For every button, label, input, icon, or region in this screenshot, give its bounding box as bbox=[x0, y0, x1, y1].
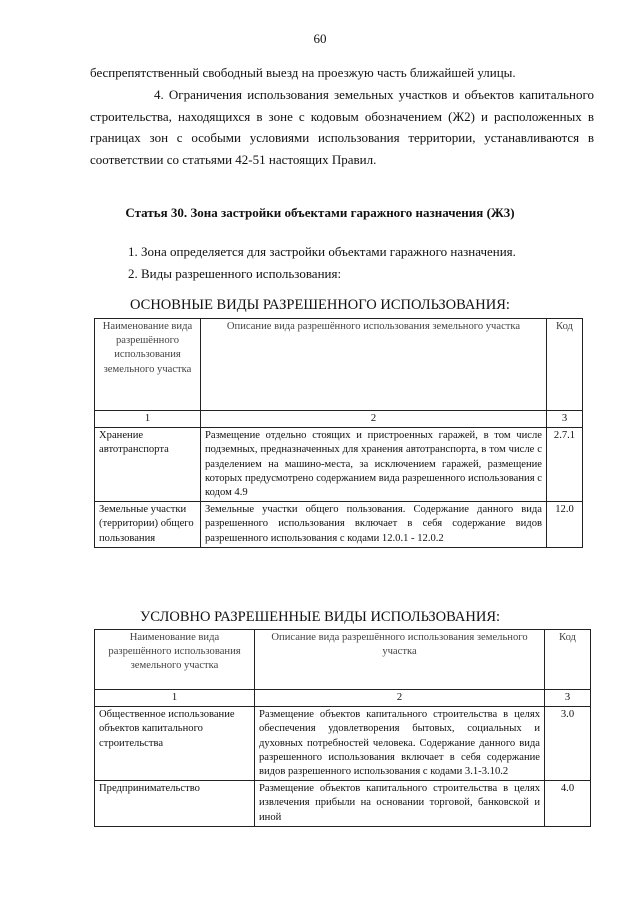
use-name: Земельные участки (территории) общего пользования bbox=[95, 502, 201, 548]
table-header-row bbox=[95, 630, 591, 690]
use-code: 3.0 bbox=[545, 707, 591, 781]
list-item: 2. Виды разрешенного использования: bbox=[128, 265, 342, 281]
table-header-row bbox=[95, 319, 583, 411]
column-number: 1 bbox=[95, 690, 255, 707]
header-name: Наименование вида разрешённого использования земельного участка bbox=[95, 319, 201, 411]
header-name: Наименование вида разрешённого использования земельного участка bbox=[95, 630, 255, 690]
list-item: 1. Зона определяется для застройки объектами гаражного назначения. bbox=[128, 244, 516, 259]
use-name: Предпринимательство bbox=[95, 781, 255, 827]
table-row bbox=[95, 781, 591, 827]
table-row bbox=[95, 428, 583, 502]
paragraph-2: 4. Ограничения использования земельных участков и объектов капитального строительства, находящихся в зоне с кодовым обозначением (Ж2) и расположенных в границах зон с особыми условиями использования территории, устанавливаются в соответствии со статьями 42-51 настоящих Правил. bbox=[90, 87, 594, 167]
column-number: 3 bbox=[547, 411, 583, 428]
column-number: 2 bbox=[255, 690, 545, 707]
use-name: Общественное использование объектов капитального строительства bbox=[95, 707, 255, 781]
conditional-uses-table bbox=[94, 629, 591, 827]
article-title: Статья 30. Зона застройки объектами гаражного назначения (Ж3) bbox=[125, 205, 515, 220]
table-number-row bbox=[95, 411, 583, 428]
use-code: 4.0 bbox=[545, 781, 591, 827]
use-code: 12.0 bbox=[547, 502, 583, 548]
header-description: Описание вида разрешённого использования земельного участка bbox=[201, 319, 547, 411]
use-code: 2.7.1 bbox=[547, 428, 583, 502]
header-description: Описание вида разрешённого использования земельного участка bbox=[255, 630, 545, 690]
page-number: 60 bbox=[313, 31, 327, 46]
table-row bbox=[95, 707, 591, 781]
column-number: 3 bbox=[545, 690, 591, 707]
main-uses-table bbox=[94, 318, 583, 548]
paragraph-1: беспрепятственный свободный выезд на проезжую часть ближайшей улицы. bbox=[90, 65, 516, 80]
header-code: Код bbox=[545, 630, 591, 690]
table-2-title: УСЛОВНО РАЗРЕШЕННЫЕ ВИДЫ ИСПОЛЬЗОВАНИЯ: bbox=[139, 609, 501, 625]
use-name: Хранение автотранспорта bbox=[95, 428, 201, 502]
use-description: Размещение объектов капитального строительства в целях извлечения прибыли на основании торговой, банковской и иной bbox=[255, 781, 545, 827]
use-description: Размещение объектов капитального строительства в целях обеспечения удовлетворения бытовых, социальных и духовных потребностей человека. Содержание данного вида разрешенного использования включает в себя содержание видов разрешенного использования с кодами 3.1-3.10.2 bbox=[255, 707, 545, 781]
table-row bbox=[95, 502, 583, 548]
use-description: Земельные участки общего пользования. Содержание данного вида разрешенного использования включает в себя содержание видов разрешенного использования с кодами 12.0.1 - 12.0.2 bbox=[201, 502, 547, 548]
header-code: Код bbox=[547, 319, 583, 411]
table-1-title: ОСНОВНЫЕ ВИДЫ РАЗРЕШЕННОГО ИСПОЛЬЗОВАНИЯ: bbox=[130, 297, 510, 313]
column-number: 1 bbox=[95, 411, 201, 428]
article-items bbox=[128, 241, 516, 284]
use-description: Размещение отдельно стоящих и пристроенных гаражей, в том числе подземных, предназначенных для хранения автотранспорта, в том числе с разделением на машино-места, за исключением гаражей, размещение которых предусмотрено содержанием вида разрешенного использования с кодом 4.9 bbox=[201, 428, 547, 502]
column-number: 2 bbox=[201, 411, 547, 428]
table-number-row bbox=[95, 690, 591, 707]
